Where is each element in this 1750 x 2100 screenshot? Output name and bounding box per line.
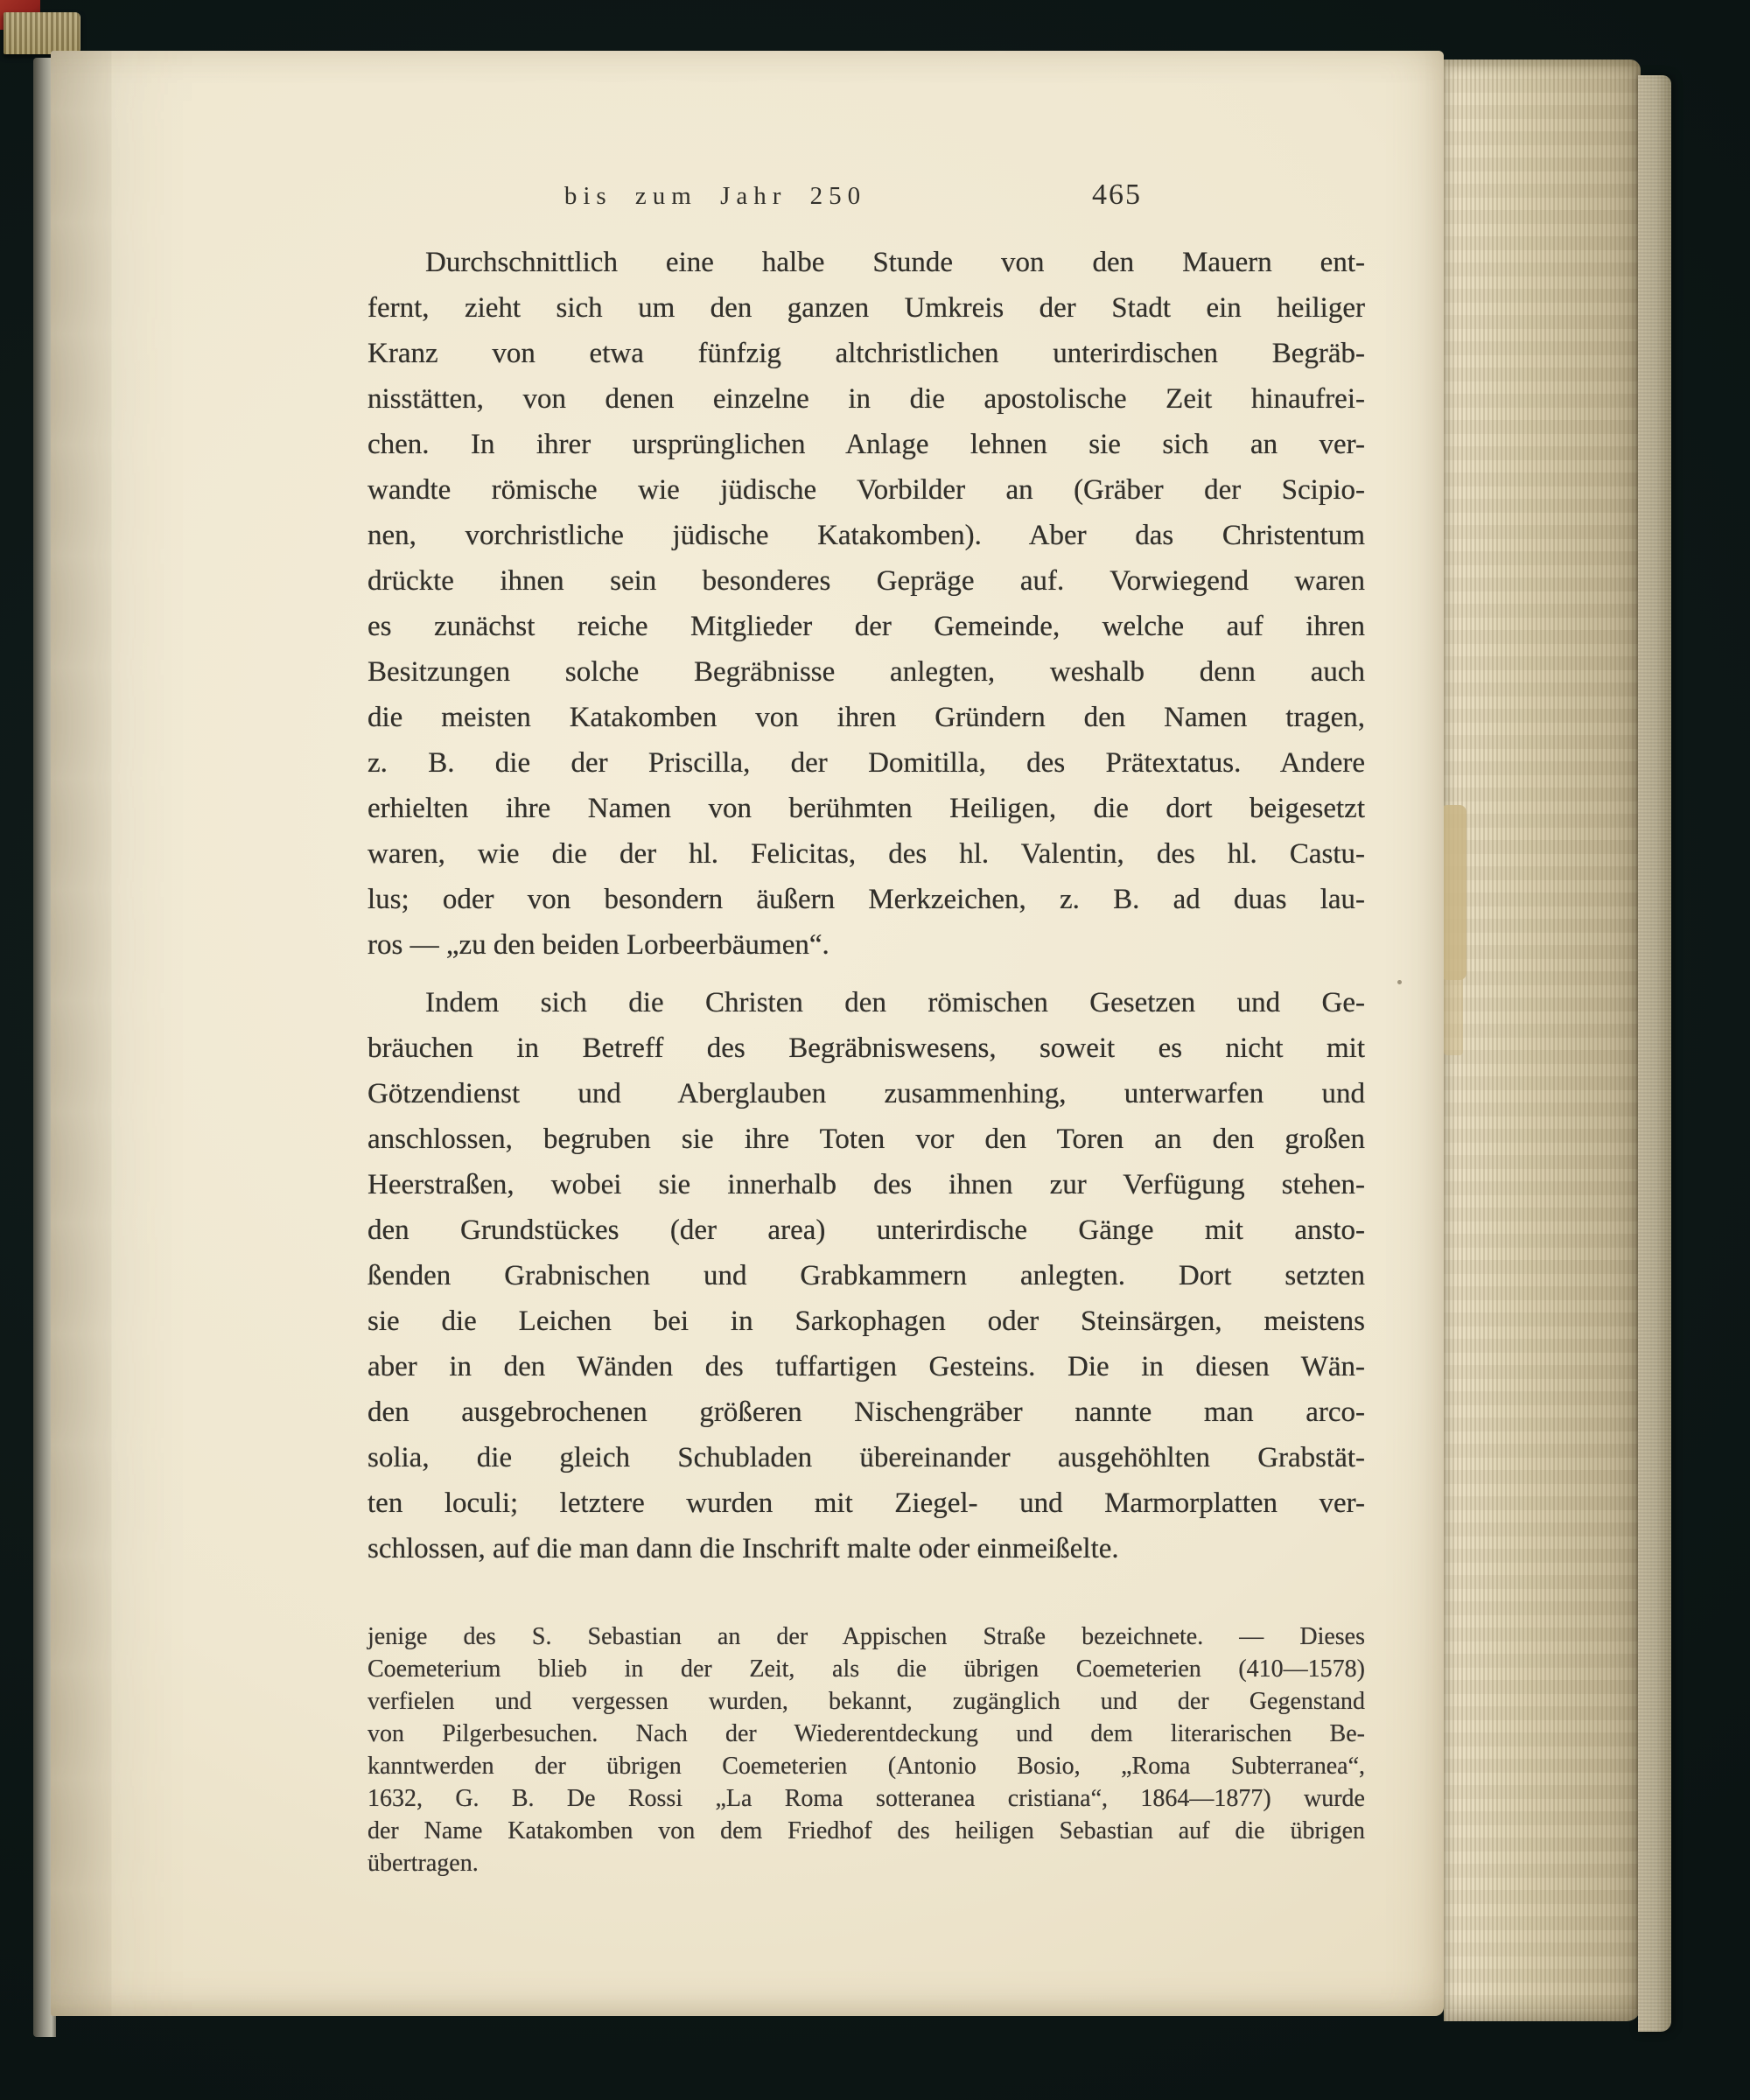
text-line: erhielten ihre Namen von berühmten Heiligen, die dort beigesetzt <box>368 793 1365 824</box>
book-cover-edge <box>1638 75 1671 2032</box>
text-line: anschlossen, begruben sie ihre Toten vor den Toren an den großen <box>368 1124 1365 1155</box>
text-line: bräuchen in Betreff des Begräbniswesens, soweit es nicht mit <box>368 1032 1365 1064</box>
text-line: Heerstraßen, wobei sie innerhalb des ihnen zur Verfügung stehen- <box>368 1169 1365 1200</box>
text-line: fernt, zieht sich um den ganzen Umkreis der Stadt ein heiliger <box>368 292 1365 324</box>
text-line: übertragen. <box>368 1850 479 1877</box>
text-line: Indem sich die Christen den römischen Gesetzen und Ge- <box>425 987 1365 1018</box>
text-line: chen. In ihrer ursprünglichen Anlage lehnen sie sich an ver- <box>368 429 1365 460</box>
text-line: ros — „zu den beiden Lorbeerbäumen“. <box>368 929 830 961</box>
text-line: ten loculi; letztere wurden mit Ziegel- und Marmorplatten ver- <box>368 1488 1365 1519</box>
footnote <box>368 1620 1365 1880</box>
text-line: nen, vorchristliche jüdische Katakomben). Aber das Christentum <box>368 520 1365 551</box>
book-page <box>51 51 1444 2016</box>
text-line: z. B. die der Priscilla, der Domitilla, des Prätextatus. Andere <box>368 747 1365 779</box>
text-line: Coemeterium blieb in der Zeit, als die übrigen Coemeterien (410—1578) <box>368 1656 1365 1683</box>
page-speck <box>1397 980 1402 984</box>
text-line: solia, die gleich Schubladen übereinander ausgehöhlten Grabstät- <box>368 1442 1365 1474</box>
paragraph-2 <box>368 980 1365 1572</box>
text-line: aber in den Wänden des tuffartigen Gesteins. Die in diesen Wän- <box>368 1351 1365 1382</box>
text-line: kanntwerden der übrigen Coemeterien (Antonio Bosio, „Roma Subterranea“, <box>368 1753 1365 1780</box>
text-line: wandte römische wie jüdische Vorbilder an (Gräber der Scipio- <box>368 474 1365 506</box>
text-line: jenige des S. Sebastian an der Appischen Straße bezeichnete. — Dieses <box>368 1623 1365 1650</box>
text-line: Kranz von etwa fünfzig altchristlichen unterirdischen Begräb- <box>368 338 1365 369</box>
text-line: lus; oder von besondern äußern Merkzeichen, z. B. ad duas lau- <box>368 884 1365 915</box>
text-line: von Pilgerbesuchen. Nach der Wiederentdeckung und dem literarischen Be- <box>368 1720 1365 1747</box>
cloth-fabric-corner <box>4 12 80 54</box>
text-line: waren, wie die der hl. Felicitas, des hl. Valentin, des hl. Castu- <box>368 838 1365 870</box>
text-line: Besitzungen solche Begräbnisse anlegten, weshalb denn auch <box>368 656 1365 688</box>
text-line: es zunächst reiche Mitglieder der Gemeinde, welche auf ihren <box>368 611 1365 642</box>
page-header <box>368 178 1142 220</box>
text-line: Durchschnittlich eine halbe Stunde von den Mauern ent- <box>425 247 1365 278</box>
text-line: der Name Katakomben von dem Friedhof des heiligen Sebastian auf die übrigen <box>368 1817 1365 1844</box>
text-line: ßenden Grabnischen und Grabkammern anlegten. Dort setzten <box>368 1260 1365 1292</box>
text-line: sie die Leichen bei in Sarkophagen oder Steinsärgen, meistens <box>368 1306 1365 1337</box>
text-line: den Grundstückes (der area) unterirdische Gänge mit ansto- <box>368 1214 1365 1246</box>
text-line: nisstätten, von denen einzelne in die apostolische Zeit hinaufrei- <box>368 383 1365 415</box>
running-title: bis zum Jahr 250 <box>564 182 867 210</box>
text-line: die meisten Katakomben von ihren Gründern den Namen tragen, <box>368 702 1365 733</box>
text-line: Götzendienst und Aberglauben zusammenhing, unterwarfen und <box>368 1078 1365 1110</box>
text-line: drückte ihnen sein besonderes Gepräge auf. Vorwiegend waren <box>368 565 1365 597</box>
text-column <box>368 178 1365 1880</box>
fore-edge-stain <box>1440 805 1466 980</box>
page-number: 465 <box>1092 178 1142 211</box>
text-line: den ausgebrochenen größeren Nischengräber nannte man arco- <box>368 1396 1365 1428</box>
paragraph-1 <box>368 240 1365 968</box>
text-line: verfielen und vergessen wurden, bekannt, zugänglich und der Gegenstand <box>368 1688 1365 1715</box>
text-line: 1632, G. B. De Rossi „La Roma sotteranea cristiana“, 1864—1877) wurde <box>368 1785 1365 1812</box>
fore-edge-page-stack <box>1444 60 1641 2021</box>
text-line: schlossen, auf die man dann die Inschrift malte oder einmeißelte. <box>368 1533 1119 1564</box>
